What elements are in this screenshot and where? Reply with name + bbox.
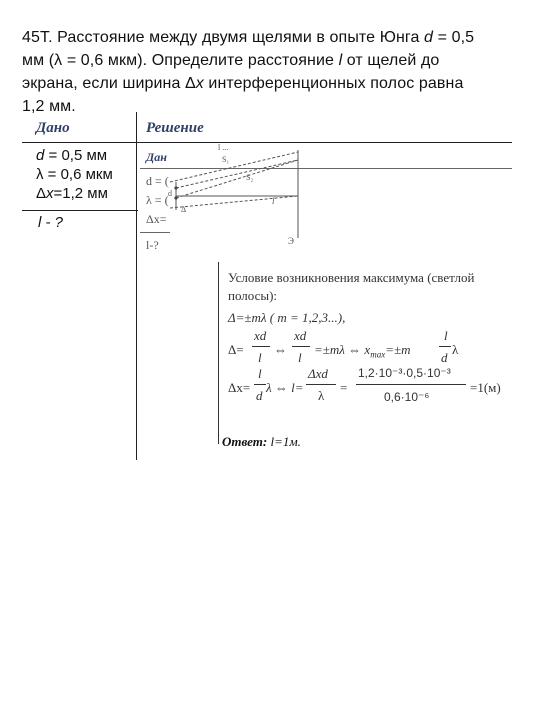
problem-line-4: 1,2 мм. xyxy=(22,98,76,115)
formula2-num2-text: xd xyxy=(294,328,307,343)
formula2-bar1 xyxy=(252,346,270,347)
formula2-num3 xyxy=(444,328,448,344)
formula3-eq: = xyxy=(340,380,348,395)
label-screen: Э xyxy=(288,236,294,246)
inset-row-dx: Δx= xyxy=(146,212,167,226)
answer-value: l=1м. xyxy=(267,434,301,449)
solution-left-border xyxy=(218,262,219,444)
formula3-bar1 xyxy=(254,384,266,385)
label-s2: S₂ xyxy=(246,173,254,182)
formula3-num3: 1,2·10⁻³·0,5·10⁻³ xyxy=(358,366,451,380)
formula2-sub: max xyxy=(370,349,386,360)
problem-line-2-text: мм (λ = 0,6 мкм). Определите расстояние xyxy=(22,52,339,69)
slit-2 xyxy=(174,196,177,199)
inset-row-d: d = ( xyxy=(146,174,169,188)
formula3-prefix: Δx= xyxy=(228,380,251,395)
solution-header: Решение xyxy=(146,120,204,136)
formula2-den1 xyxy=(258,350,262,366)
answer-label: Ответ: xyxy=(222,434,268,449)
given-d-var: d xyxy=(36,147,45,164)
formula3-den2: λ xyxy=(318,388,325,403)
formula3-result: =1(м) xyxy=(470,380,501,395)
formula2-num1-text: xd xyxy=(254,328,267,343)
given-lambda: λ = 0,6 мкм xyxy=(36,166,113,183)
formula-maximum xyxy=(228,310,345,326)
formula3-num2 xyxy=(308,366,328,382)
formula2-den3-text: d xyxy=(441,350,448,365)
formula-maximum-text: Δ=±mλ ( m = 1,2,3...), xyxy=(228,310,346,325)
given-header: Дано xyxy=(36,120,70,136)
given-dx-var: x xyxy=(46,185,54,202)
label-top: l ... xyxy=(218,143,229,152)
inset-find: l-? xyxy=(146,238,159,252)
formula3-mid xyxy=(266,380,304,396)
slit-1 xyxy=(174,186,177,189)
formula3-den1-text: d xyxy=(256,388,263,403)
problem-line-2-tail: от щелей до xyxy=(342,52,440,69)
formula3-bar2 xyxy=(306,384,336,385)
answer xyxy=(222,434,301,450)
formula2-den3 xyxy=(441,350,448,366)
formula3-num2-text: Δxd xyxy=(308,366,328,381)
formula2-den1-text: l xyxy=(258,350,262,365)
formula2-bar3 xyxy=(439,346,451,347)
formula3-mid-text: λ ⇔ l= xyxy=(266,380,304,395)
ray-lower xyxy=(176,160,298,198)
problem-line-1-value: = 0,5 xyxy=(433,29,475,46)
formula2-den2 xyxy=(298,350,302,366)
find-l: l - ? xyxy=(38,214,64,231)
formula2-prefix: Δ= xyxy=(228,342,244,357)
ray-mid xyxy=(170,196,298,208)
label-l: l xyxy=(272,196,275,206)
ray-top xyxy=(170,152,298,182)
formula2-num1 xyxy=(254,328,266,344)
formula3-bar3 xyxy=(356,384,466,385)
label-delta: Δ xyxy=(181,205,187,214)
var-l: l xyxy=(338,52,343,69)
problem-line-3-text: экрана, если ширина Δ xyxy=(22,75,196,92)
formula3-den1 xyxy=(256,388,263,404)
given-d-value: = 0,5 мм xyxy=(44,147,108,164)
problem-line-1-text: 45Т. Расстояние между двумя щелями в опыте Юнга xyxy=(22,29,425,46)
formula2-bar2 xyxy=(292,346,310,347)
label-s1: S₁ xyxy=(222,155,230,164)
formula2-iff: ⇔ xyxy=(274,342,287,357)
formula2-mid-text: =±mλ ⇔ x xyxy=(314,342,371,357)
formula3-num1-text: l xyxy=(258,366,262,381)
problem-line-3-tail: интерференционных полос равна xyxy=(203,75,464,92)
inset-header: Дан xyxy=(146,150,167,164)
ray-upper xyxy=(176,160,298,188)
given-dx-delta: Δ xyxy=(36,185,47,202)
var-x: x xyxy=(195,75,204,92)
formula2-eq: =±m xyxy=(385,342,411,357)
var-d: d xyxy=(424,29,434,46)
formula2-den2-text: l xyxy=(298,350,302,365)
condition-line-1: Условие возникновения максимума (светлой xyxy=(228,270,475,285)
inset-row-lambda: λ = ( xyxy=(146,193,169,207)
label-d: d xyxy=(168,189,172,198)
formula2-num3-text: l xyxy=(444,328,448,343)
formula2-end: λ xyxy=(452,342,459,357)
formula3-den3: 0,6·10⁻⁶ xyxy=(384,390,430,404)
formula2-mid xyxy=(314,342,411,360)
given-dx-value: =1,2 мм xyxy=(53,185,108,202)
condition-line-2: полосы): xyxy=(228,288,278,303)
formula3-num1 xyxy=(258,366,262,382)
formula2-num2 xyxy=(294,328,306,344)
